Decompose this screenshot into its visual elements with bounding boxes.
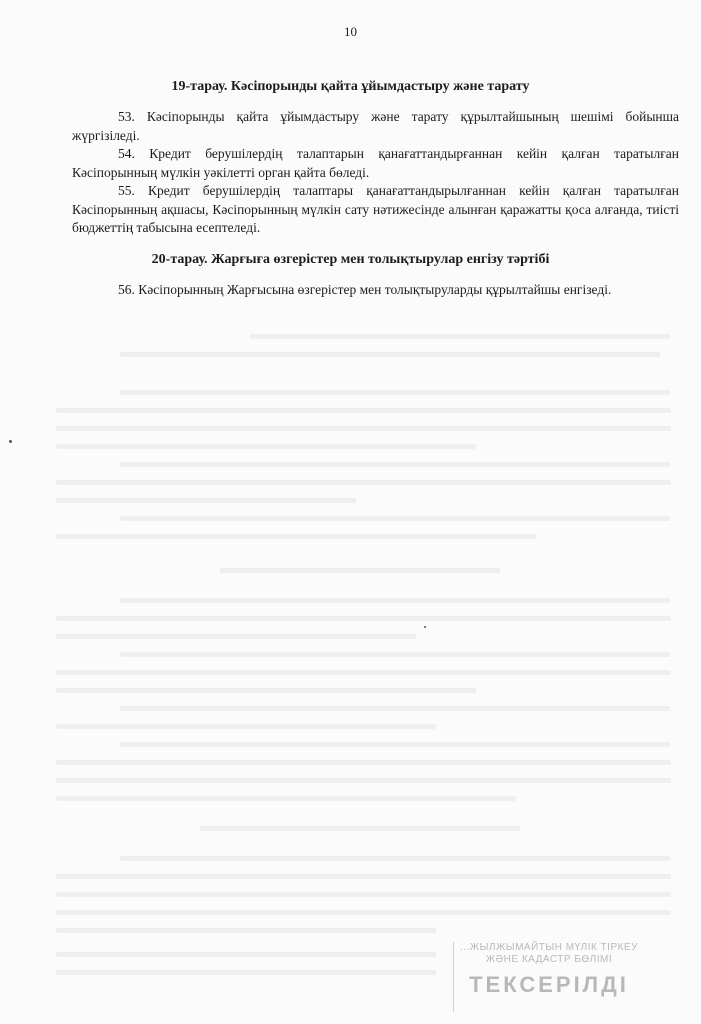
- stamp-line-1: ...ЖЫЛЖЫМАЙТЫН МҮЛІК ТІРКЕУ: [460, 942, 638, 953]
- page-number: 10: [344, 24, 357, 39]
- paragraph-54: 54. Кредит берушілердің талаптарын қанағаттандырғаннан кейін қалған таратылған Кәсіпорынның мүлкін уәкілетті орган қайта бөледі.: [72, 146, 679, 180]
- stamp-verified-text: ТЕКСЕРІЛДІ: [469, 972, 629, 997]
- paragraph-53: 53. Кәсіпорынды қайта ұйымдастыру және тарату құрылтайшының шешімі бойынша жүргізіледі.: [72, 109, 679, 143]
- section-20-heading: 20-тарау. Жарғыға өзгерістер мен толықтырулар енгізу тәртібі: [151, 252, 550, 267]
- paragraph-55: 55. Кредит берушілердің талаптары қанағаттандырылғаннан кейін қалған таратылған Кәсіпорынның ақшасы, Кәсіпорынның мүлкін сату нәтижесінде алынған қаражатты қоса алғанда, тиісті бюджеттің табысына есептеледі.: [72, 183, 679, 235]
- paragraph-56: 56. Кәсіпорынның Жарғысына өзгерістер мен толықтыруларды құрылтайшы енгізеді.: [118, 282, 612, 297]
- verification-stamp: [453, 942, 644, 1012]
- stamp-line-2: ЖӘНЕ КАДАСТР БӨЛІМІ: [485, 954, 613, 965]
- section-19-heading: 19-тарау. Кәсіпорынды қайта ұйымдастыру және тарату: [171, 79, 530, 94]
- scan-speck: [9, 440, 12, 443]
- scan-speck: [424, 626, 426, 628]
